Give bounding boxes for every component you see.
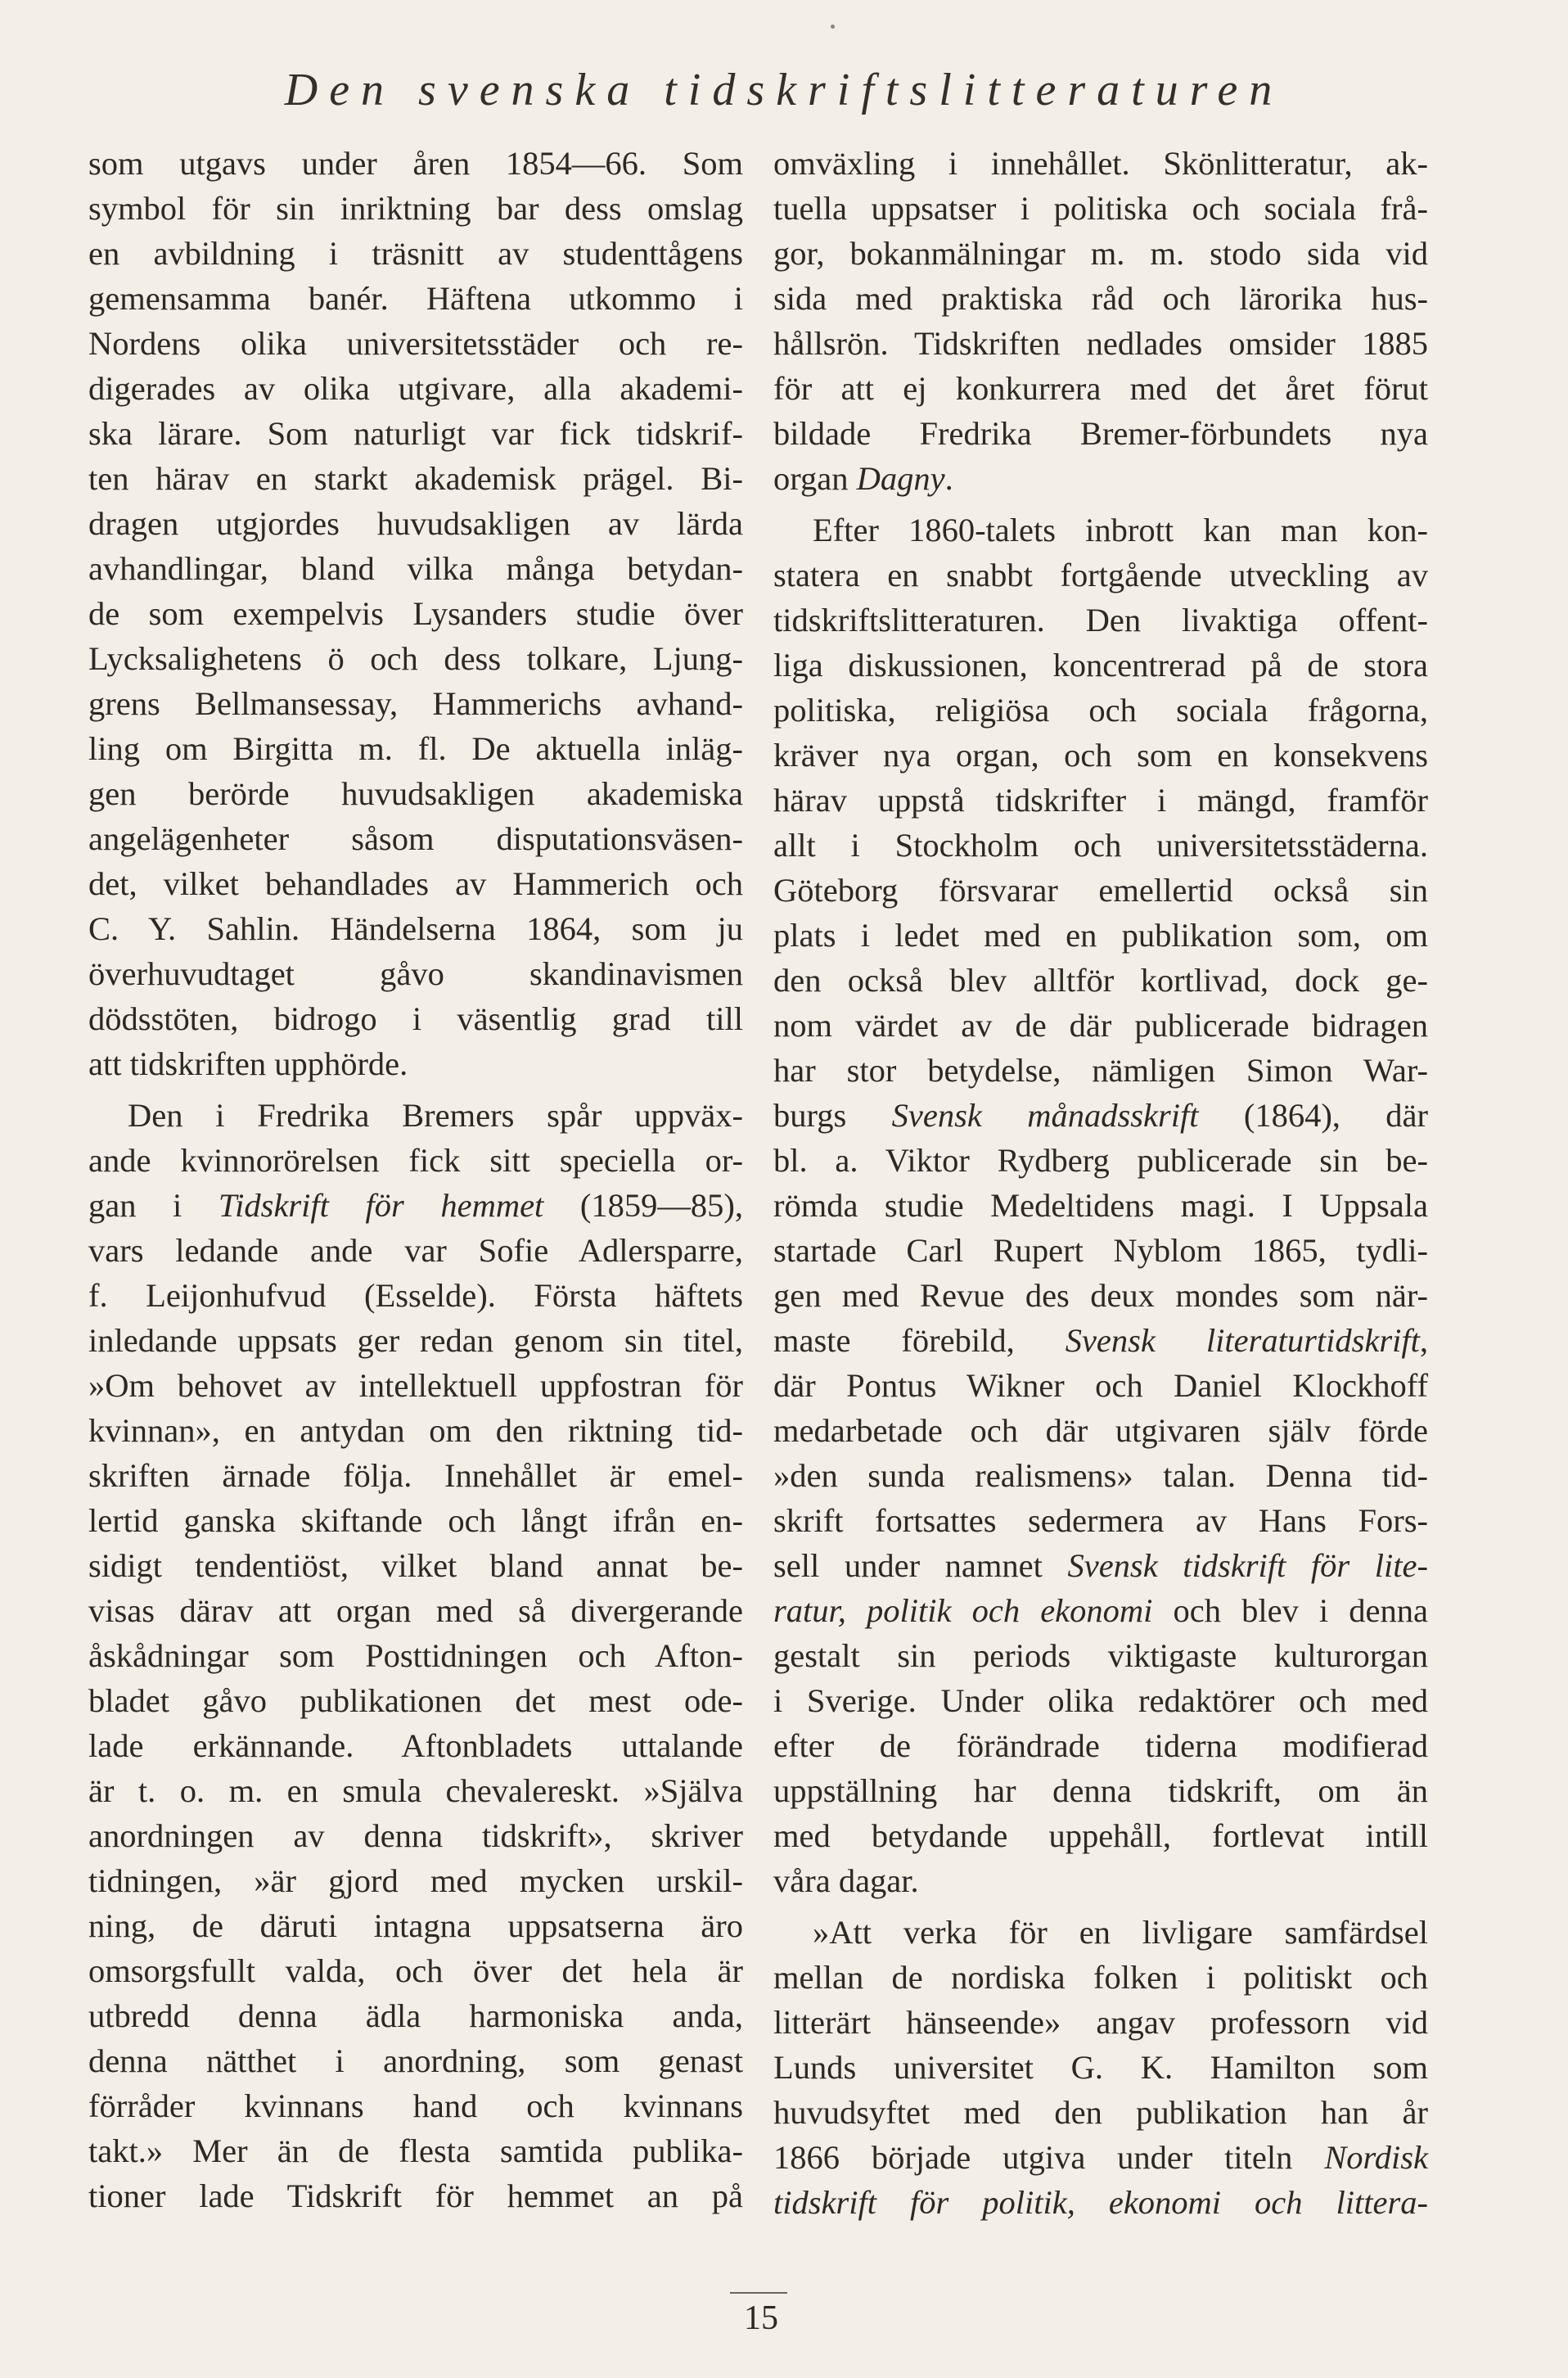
text-line: ning, de däruti intagna uppsatserna äro [88,1907,743,1944]
text-line: allt i Stockholm och universitetsstäderna. [773,827,1428,864]
text-line: lade erkännande. Aftonbladets uttalande [88,1727,743,1764]
text-line: har stor betydelse, nämligen Simon War- [773,1052,1428,1089]
text-line: bl. a. Viktor Rydberg publicerade sin be- [773,1142,1428,1179]
text-line: avhandlingar, bland vilka många betydan- [88,550,743,587]
text-line: liga diskussionen, koncentrerad på de stora [773,647,1428,684]
text-line: plats i ledet med en publikation som, om [773,917,1428,954]
text-line: dragen utgjordes huvudsakligen av lärda [88,505,743,542]
text-line: gan i Tidskrift för hemmet (1859—85), [88,1187,743,1224]
text-line: nom värdet av de där publicerade bidragen [773,1007,1428,1044]
text-line: »Om behovet av intellektuell uppfostran för [88,1367,743,1404]
text-line: ska lärare. Som naturligt var fick tidskrif- [88,415,743,452]
text-line: Lunds universitet G. K. Hamilton som [773,2049,1428,2086]
text-line: medarbetade och där utgivaren själv förde [773,1412,1428,1449]
text-line: omväxling i innehållet. Skönlitteratur, ak- [773,145,1428,182]
text-line: tidskriftslitteraturen. Den livaktiga offent- [773,602,1428,638]
text-line: mellan de nordiska folken i politiskt och [773,1959,1428,1996]
text-line: f. Leijonhufvud (Esselde). Första häftets [88,1277,743,1314]
text-line: ratur, politik och ekonomi och blev i denna [773,1592,1428,1629]
italic-title: Nordisk [1324,2139,1428,2176]
text-line: gor, bokanmälningar m. m. stodo sida vid [773,235,1428,272]
text-line: sida med praktiska råd och lärorika hus- [773,280,1428,317]
text-line: skrift fortsattes sedermera av Hans Fors- [773,1502,1428,1539]
italic-title: Svensk månadsskrift [891,1097,1199,1134]
text-line: Nordens olika universitetsstäder och re- [88,325,743,362]
text-line: att tidskriften upphörde. [88,1045,408,1082]
text-line: tioner lade Tidskrift för hemmet an på [88,2177,743,2214]
italic-title: tidskrift för politik, ekonomi och littera- [773,2184,1428,2221]
text-line: omsorgsfullt valda, och över det hela är [88,1952,743,1989]
text-line: härav uppstå tidskrifter i mängd, framför [773,782,1428,819]
text-line: startade Carl Rupert Nyblom 1865, tydli- [773,1232,1428,1269]
text-line: Lycksalighetens ö och dess tolkare, Ljung- [88,640,743,677]
text-line: sell under namnet Svensk tidskrift för lite- [773,1547,1428,1584]
text-line: politiska, religiösa och sociala frågorna, [773,692,1428,729]
text-line: lertid ganska skiftande och långt ifrån en- [88,1502,743,1539]
text-line: bildade Fredrika Bremer-förbundets nya [773,415,1428,452]
text-line: bladet gåvo publikationen det mest ode- [88,1682,743,1719]
text-line: våra dagar. [773,1862,919,1899]
text-line: de som exempelvis Lysanders studie över [88,595,743,632]
text-line: det, vilket behandlades av Hammerich och [88,865,743,902]
text-line: i Sverige. Under olika redaktörer och med [773,1682,1428,1719]
page-number-rule [730,2292,787,2294]
text-line: symbol för sin inriktning bar dess omslag [88,190,743,227]
text-line: ling om Birgitta m. fl. De aktuella inläg- [88,730,743,767]
text-line: vars ledande ande var Sofie Adlersparre, [88,1232,743,1269]
text-line: är t. o. m. en smula chevalereskt. »Själva [88,1772,743,1809]
text-line: maste förebild, Svensk literaturtidskrift, [773,1322,1428,1359]
text-line: tuella uppsatser i politiska och sociala frå- [773,190,1428,227]
text-line: överhuvudtaget gåvo skandinavismen [88,955,743,992]
paragraph-gap [773,501,1428,508]
text-line: den också blev alltför kortlivad, dock ge- [773,962,1428,999]
text-line: för att ej konkurrera med det året förut [773,370,1428,407]
italic-title: Dagny [856,460,945,497]
text-line: 1866 började utgiva under titeln Nordisk [773,2139,1428,2176]
paragraph-gap [88,1086,743,1093]
text-line: förråder kvinnans hand och kvinnans [88,2087,743,2124]
text-line: »Att verka för en livligare samfärdsel [813,1914,1428,1951]
text-line: gestalt sin periods viktigaste kulturorgan [773,1637,1428,1674]
text-line: Den i Fredrika Bremers spår uppväx- [128,1097,743,1134]
text-line: hållsrön. Tidskriften nedlades omsider 1885 [773,325,1428,362]
text-line: litterärt hänseende» angav professorn vid [773,2004,1428,2041]
left-column [88,141,743,2218]
text-line: skriften ärnade följa. Innehållet är emel- [88,1457,743,1494]
text-line: ande kvinnorörelsen fick sitt speciella or- [88,1142,743,1179]
text-line: takt.» Mer än de flesta samtida publika- [88,2132,743,2169]
text-line: organ Dagny. [773,460,953,497]
text-line: med betydande uppehåll, fortlevat intill [773,1817,1428,1854]
text-line: gemensamma banér. Häftena utkommo i [88,280,743,317]
text-line: digerades av olika utgivare, alla akademi- [88,370,743,407]
text-line: sidigt tendentiöst, vilket bland annat be- [88,1547,743,1584]
text-line: denna nätthet i anordning, som genast [88,2042,743,2079]
text-line: dödsstöten, bidrogo i väsentlig grad till [88,1000,743,1037]
text-line [773,2180,1428,2225]
text-line: åskådningar som Posttidningen och Afton- [88,1637,743,1674]
text-line: en avbildning i träsnitt av studenttågens [88,235,743,272]
text-line: ten härav en starkt akademisk prägel. Bi- [88,460,743,497]
text-line: »den sunda realismens» talan. Denna tid- [773,1457,1428,1494]
text-line: angelägenheter såsom disputationsväsen- [88,820,743,857]
text-line: gen berörde huvudsakligen akademiska [88,775,743,812]
text-line: uppställning har denna tidskrift, om än [773,1772,1428,1809]
text-line: kvinnan», en antydan om den riktning tid- [88,1412,743,1449]
text-line: burgs Svensk månadsskrift (1864), där [773,1097,1429,1134]
text-line: tidningen, »är gjord med mycken urskil- [88,1862,743,1899]
italic-title: ratur, politik och ekonomi [773,1592,1153,1629]
text-line: huvudsyftet med den publikation han år [773,2094,1428,2131]
paragraph-gap [773,1903,1428,1910]
page-number: 15 [744,2299,778,2337]
italic-title: Svensk literaturtidskrift [1065,1322,1420,1359]
text-line: som utgavs under åren 1854—66. Som [88,145,743,182]
text-line: där Pontus Wikner och Daniel Klockhoff [773,1367,1428,1404]
text-line: utbredd denna ädla harmoniska anda, [88,1997,743,2034]
italic-title: Tidskrift för hemmet [218,1187,544,1224]
text-line: kräver nya organ, och som en konsekvens [773,737,1428,774]
running-title: Den svenska tidskriftslitteraturen [284,65,1284,115]
text-line: gen med Revue des deux mondes som när- [773,1277,1428,1314]
text-line: visas därav att organ med så divergerande [88,1592,743,1629]
text-line: römda studie Medeltidens magi. I Uppsala [773,1187,1428,1224]
text-line: C. Y. Sahlin. Händelserna 1864, som ju [88,910,743,947]
text-line: Göteborg försvarar emellertid också sin [773,872,1428,909]
text-line: inledande uppsats ger redan genom sin titel, [88,1322,743,1359]
right-column [773,141,1428,2225]
text-line: statera en snabbt fortgående utveckling av [773,557,1428,593]
italic-title: Svensk tidskrift för lite- [1067,1547,1428,1584]
printer-dot [831,25,835,29]
text-line: efter de förändrade tiderna modifierad [773,1727,1428,1764]
text-line: grens Bellmansessay, Hammerichs avhand- [88,685,743,722]
text-line: Efter 1860-talets inbrott kan man kon- [813,512,1428,548]
text-line: anordningen av denna tidskrift», skriver [88,1817,743,1854]
